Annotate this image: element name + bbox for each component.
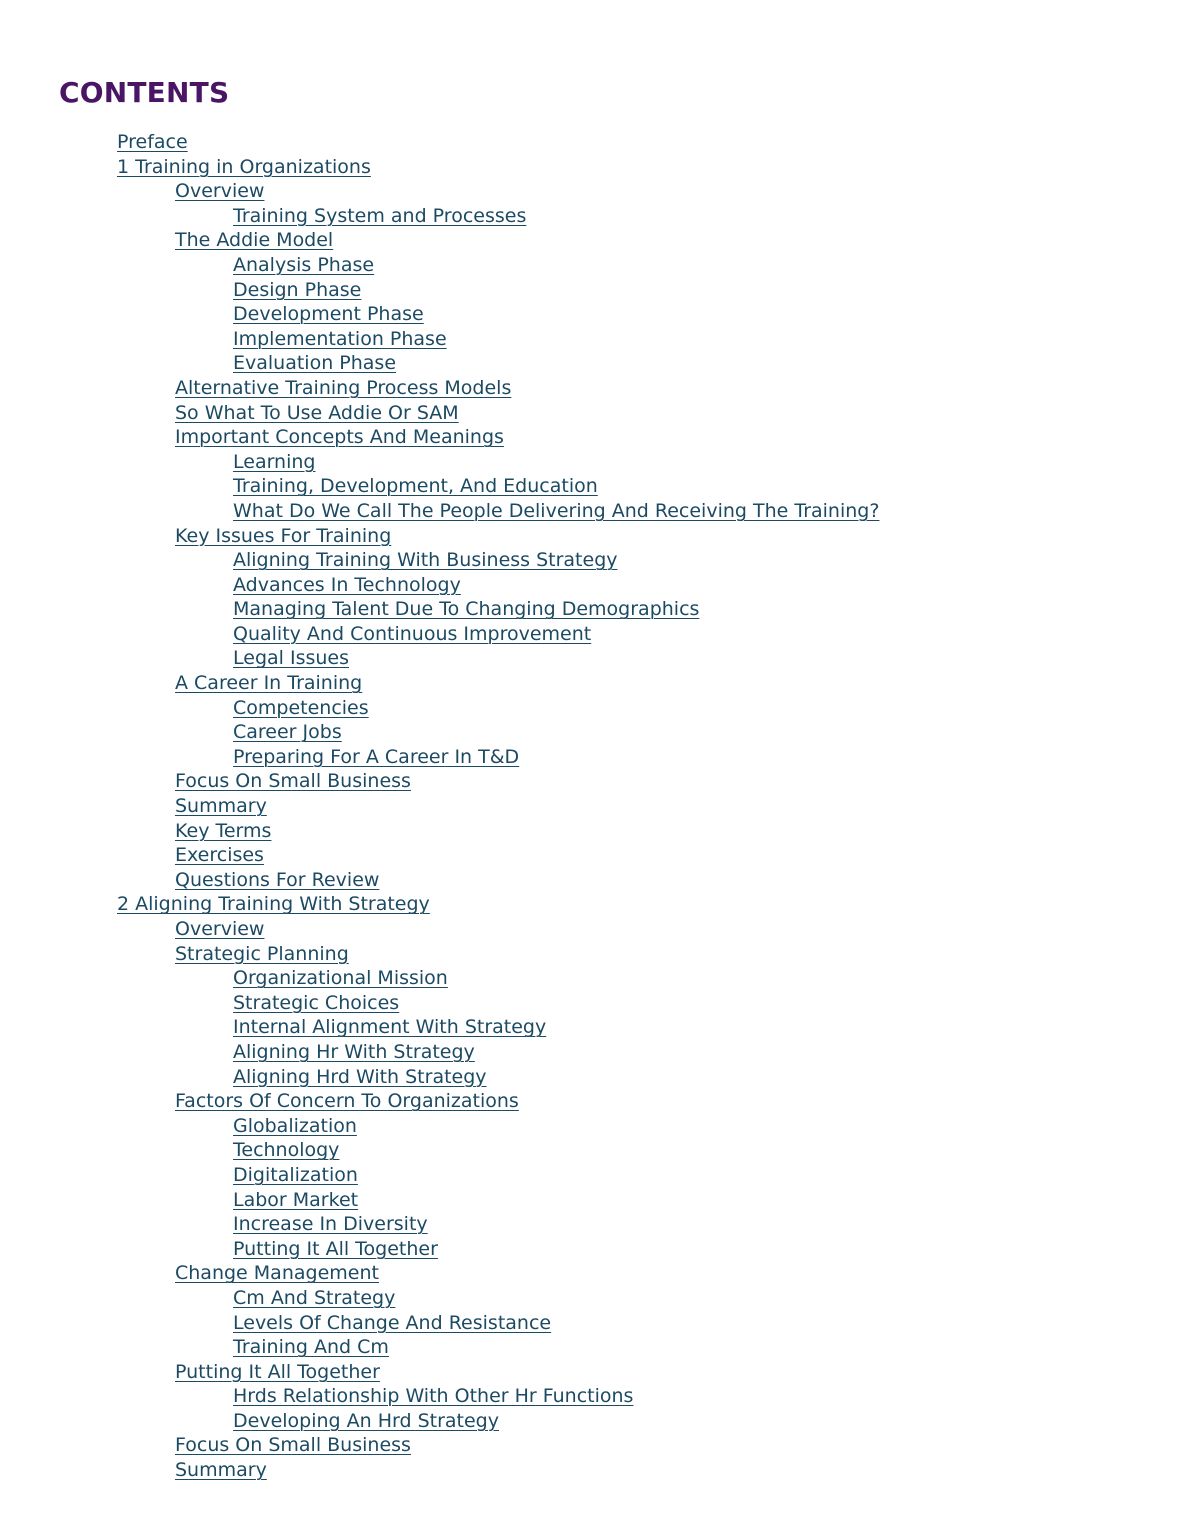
toc-link[interactable]: Key Issues For Training <box>175 524 392 547</box>
toc-entry <box>0 474 1190 499</box>
toc-entry <box>0 1286 1190 1311</box>
toc-link[interactable]: Putting It All Together <box>175 1360 380 1383</box>
toc-entry <box>0 204 1190 229</box>
toc-link[interactable]: Questions For Review <box>175 868 380 891</box>
toc-link[interactable]: Technology <box>233 1139 340 1162</box>
toc-entry <box>0 1212 1190 1237</box>
toc-entry <box>0 228 1190 253</box>
toc-entry <box>0 1261 1190 1286</box>
toc-entry <box>0 868 1190 893</box>
toc-entry <box>0 1433 1190 1458</box>
toc-entry <box>0 1114 1190 1139</box>
toc-link[interactable]: Overview <box>175 180 265 203</box>
toc-link[interactable]: A Career In Training <box>175 672 363 695</box>
toc-link[interactable]: Analysis Phase <box>233 253 375 276</box>
toc-link[interactable]: Aligning Hrd With Strategy <box>233 1065 487 1088</box>
toc-entry <box>0 966 1190 991</box>
toc-entry <box>0 819 1190 844</box>
toc-link[interactable]: Implementation Phase <box>233 327 447 350</box>
toc-link[interactable]: Design Phase <box>233 278 362 301</box>
toc-link[interactable]: Preparing For A Career In T&D <box>233 745 520 768</box>
toc-link[interactable]: Learning <box>233 450 316 473</box>
toc-entry <box>0 843 1190 868</box>
toc-entry <box>0 1237 1190 1262</box>
toc-entry <box>0 1089 1190 1114</box>
toc-entry <box>0 1409 1190 1434</box>
toc-link[interactable]: Development Phase <box>233 303 424 326</box>
toc-entry <box>0 1335 1190 1360</box>
toc-link[interactable]: Organizational Mission <box>233 967 448 990</box>
toc-entry <box>0 646 1190 671</box>
toc-link[interactable]: Focus On Small Business <box>175 770 411 793</box>
toc-link[interactable]: The Addie Model <box>175 229 334 252</box>
toc-link[interactable]: Career Jobs <box>233 721 342 744</box>
toc-entry <box>0 1311 1190 1336</box>
toc-link[interactable]: Globalization <box>233 1114 357 1137</box>
toc-link[interactable]: What Do We Call The People Delivering And Receiving The Training? <box>233 499 880 522</box>
toc-entry <box>0 548 1190 573</box>
toc-link[interactable]: Legal Issues <box>233 647 349 670</box>
toc-entry <box>0 450 1190 475</box>
toc-link[interactable]: 1 Training in Organizations <box>117 155 371 178</box>
toc-link[interactable]: Increase In Diversity <box>233 1213 428 1236</box>
toc-link[interactable]: Internal Alignment With Strategy <box>233 1016 547 1039</box>
toc-link[interactable]: Alternative Training Process Models <box>175 376 512 399</box>
toc-entry <box>0 179 1190 204</box>
toc-entry <box>0 155 1190 180</box>
toc-link[interactable]: Labor Market <box>233 1188 359 1211</box>
toc-entry <box>0 622 1190 647</box>
toc-link[interactable]: Competencies <box>233 696 369 719</box>
toc-link[interactable]: Key Terms <box>175 819 272 842</box>
toc-entry <box>0 794 1190 819</box>
toc-link[interactable]: Factors Of Concern To Organizations <box>175 1090 519 1113</box>
toc-entry <box>0 942 1190 967</box>
toc-entry <box>0 1360 1190 1385</box>
toc-link[interactable]: Digitalization <box>233 1163 358 1186</box>
toc-entry <box>0 991 1190 1016</box>
toc-entry <box>0 1040 1190 1065</box>
toc-entry <box>0 917 1190 942</box>
toc-entry <box>0 892 1190 917</box>
toc-entry <box>0 745 1190 770</box>
toc-entry <box>0 1138 1190 1163</box>
toc-entry <box>0 425 1190 450</box>
table-of-contents <box>0 130 1190 1483</box>
toc-link[interactable]: Important Concepts And Meanings <box>175 426 504 449</box>
toc-entry <box>0 302 1190 327</box>
toc-entry <box>0 524 1190 549</box>
toc-link[interactable]: Preface <box>117 131 188 153</box>
toc-link[interactable]: Levels Of Change And Resistance <box>233 1311 552 1334</box>
toc-entry <box>0 671 1190 696</box>
toc-entry <box>0 130 1190 155</box>
toc-entry <box>0 720 1190 745</box>
toc-entry <box>0 1384 1190 1409</box>
toc-link[interactable]: Managing Talent Due To Changing Demographics <box>233 598 700 621</box>
toc-entry <box>0 696 1190 721</box>
toc-link[interactable]: Overview <box>175 918 265 940</box>
toc-link[interactable]: Strategic Planning <box>175 942 349 965</box>
toc-link[interactable]: Aligning Hr With Strategy <box>233 1040 475 1063</box>
toc-entry <box>0 769 1190 794</box>
toc-entry <box>0 499 1190 524</box>
toc-link[interactable]: Advances In Technology <box>233 573 461 596</box>
toc-link[interactable]: Putting It All Together <box>233 1237 438 1260</box>
contents-heading: CONTENTS <box>59 76 230 109</box>
toc-entry <box>0 597 1190 622</box>
toc-link[interactable]: Developing An Hrd Strategy <box>233 1409 499 1432</box>
toc-entry <box>0 327 1190 352</box>
toc-entry <box>0 278 1190 303</box>
toc-link[interactable]: 2 Aligning Training With Strategy <box>117 893 430 916</box>
toc-entry <box>0 376 1190 401</box>
toc-link[interactable]: Exercises <box>175 844 264 867</box>
toc-link[interactable]: Strategic Choices <box>233 991 400 1014</box>
toc-entry <box>0 1188 1190 1213</box>
toc-entry <box>0 253 1190 278</box>
toc-link[interactable]: Quality And Continuous Improvement <box>233 622 592 645</box>
toc-link[interactable]: Summary <box>175 1459 267 1482</box>
toc-link[interactable]: Aligning Training With Business Strategy <box>233 549 618 572</box>
toc-entry <box>0 351 1190 376</box>
toc-link[interactable]: Training And Cm <box>233 1336 389 1359</box>
toc-entry <box>0 401 1190 426</box>
toc-link[interactable]: Change Management <box>175 1262 379 1285</box>
toc-entry <box>0 1458 1190 1483</box>
toc-entry <box>0 573 1190 598</box>
toc-link[interactable]: Evaluation Phase <box>233 352 397 375</box>
toc-link[interactable]: So What To Use Addie Or SAM <box>175 401 459 424</box>
toc-entry <box>0 1015 1190 1040</box>
toc-link[interactable]: Training, Development, And Education <box>233 475 598 498</box>
toc-link[interactable]: Training System and Processes <box>233 204 527 227</box>
toc-link[interactable]: Cm And Strategy <box>233 1286 396 1309</box>
toc-entry <box>0 1163 1190 1188</box>
toc-link[interactable]: Hrds Relationship With Other Hr Functions <box>233 1385 634 1408</box>
toc-link[interactable]: Summary <box>175 795 267 818</box>
toc-entry <box>0 1065 1190 1090</box>
toc-link[interactable]: Focus On Small Business <box>175 1434 411 1457</box>
